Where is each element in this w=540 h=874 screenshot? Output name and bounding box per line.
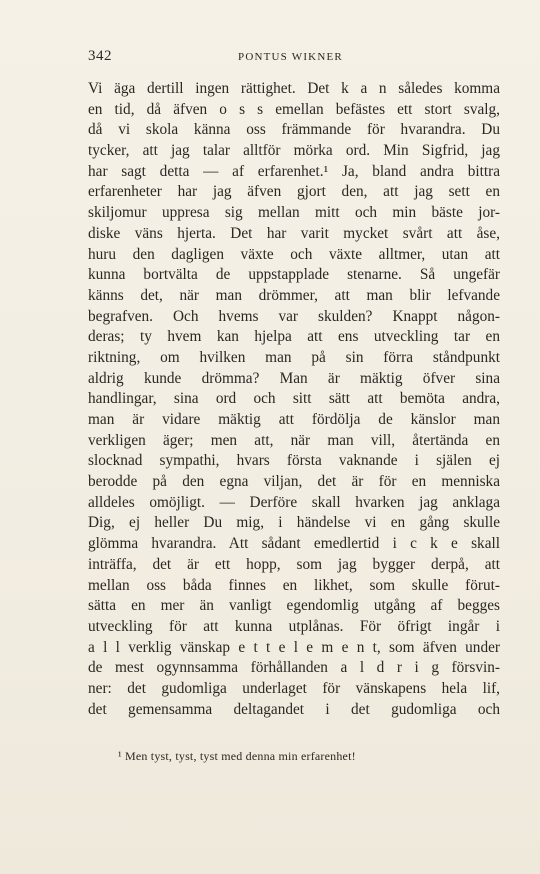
running-head: PONTUS WIKNER: [238, 51, 343, 63]
text-line: utveckling för att kunna utplånas. För öfrigt ingår i: [88, 617, 500, 635]
text-line: alldeles omöjligt. — Derföre skall hvarken jag anklaga: [88, 493, 500, 511]
text-line: då vi skola känna oss främmande för hvarandra. Du: [88, 121, 500, 139]
text-line: det gemensamma deltagandet i det gudomliga och: [88, 700, 500, 718]
text-line: har sagt detta — af erfarenhet.¹ Ja, bland andra bittra: [88, 162, 500, 180]
text-line: glömma hvarandra. Att sådant emedlertid i c k e skall: [88, 535, 500, 553]
text-line: diske väns hjerta. Det har varit mycket svårt att åse,: [88, 224, 500, 242]
text-line: Dig, ej heller Du mig, i händelse vi en gång skulle: [88, 514, 500, 532]
text-line: en tid, då äfven o s s emellan befästes ett stort svalg,: [88, 100, 500, 118]
text-line: handlingar, sina ord och sitt sätt att bemöta andra,: [88, 390, 500, 408]
text-line: mellan oss båda finnes en likhet, som skulle förut-: [88, 576, 500, 594]
text-line: huru den dagligen växte och växte alltmer, utan att: [88, 245, 500, 263]
text-line: slocknad sympathi, hvars första vaknande i själen ej: [88, 452, 500, 470]
text-line: a l l verklig vänskap e t t e l e m e n t, som äfven under: [88, 638, 500, 656]
text-line: erfarenheter har jag äfven gjort den, att jag sett en: [88, 183, 500, 201]
text-line: inträffa, det är ett hopp, som jag bygger derpå, att: [88, 555, 500, 573]
text-line: riktning, om hvilken man på sin förra ståndpunkt: [88, 348, 500, 366]
text-line: ner: det gudomliga underlaget för vänskapens hela lif,: [88, 679, 500, 697]
text-line: sätta en mer än vanligt egendomlig utgång af begges: [88, 597, 500, 615]
page-number: 342: [88, 48, 112, 64]
text-line: tycker, att jag talar alltför mörka ord. Min Sigfrid, jag: [88, 142, 500, 160]
text-line: aldrig kunde drömma? Man är mäktig öfver sina: [88, 369, 500, 387]
text-line: berodde på den egna viljan, det är för en menniska: [88, 473, 500, 491]
text-line: begrafven. Och hvems var skulden? Knappt någon-: [88, 307, 500, 325]
text-line: man är vidare mäktig att fördölja de känslor man: [88, 411, 500, 428]
text-line: känns det, när man drömmer, att man blir lefvande: [88, 286, 500, 304]
text-line: skiljomur uppresa sig mellan mitt och min bäste jor-: [88, 204, 500, 222]
text-line: de mest ogynnsamma förhållanden a l d r i g försvin-: [88, 659, 500, 677]
body-text: [88, 79, 500, 720]
text-line: Vi äga dertill ingen rättighet. Det k a n således komma: [88, 80, 500, 97]
page-header: [88, 48, 500, 68]
text-line: deras; ty hvem kan hjelpa att ens utveckling tar en: [88, 328, 500, 346]
text-line: verkligen äger; men att, när man vill, återtända en: [88, 431, 500, 449]
footnote: ¹ Men tyst, tyst, tyst med denna min erfarenhet!: [118, 749, 356, 763]
text-line: kunna bortvälta de uppstapplade stenarne. Så ungefär: [88, 266, 500, 284]
